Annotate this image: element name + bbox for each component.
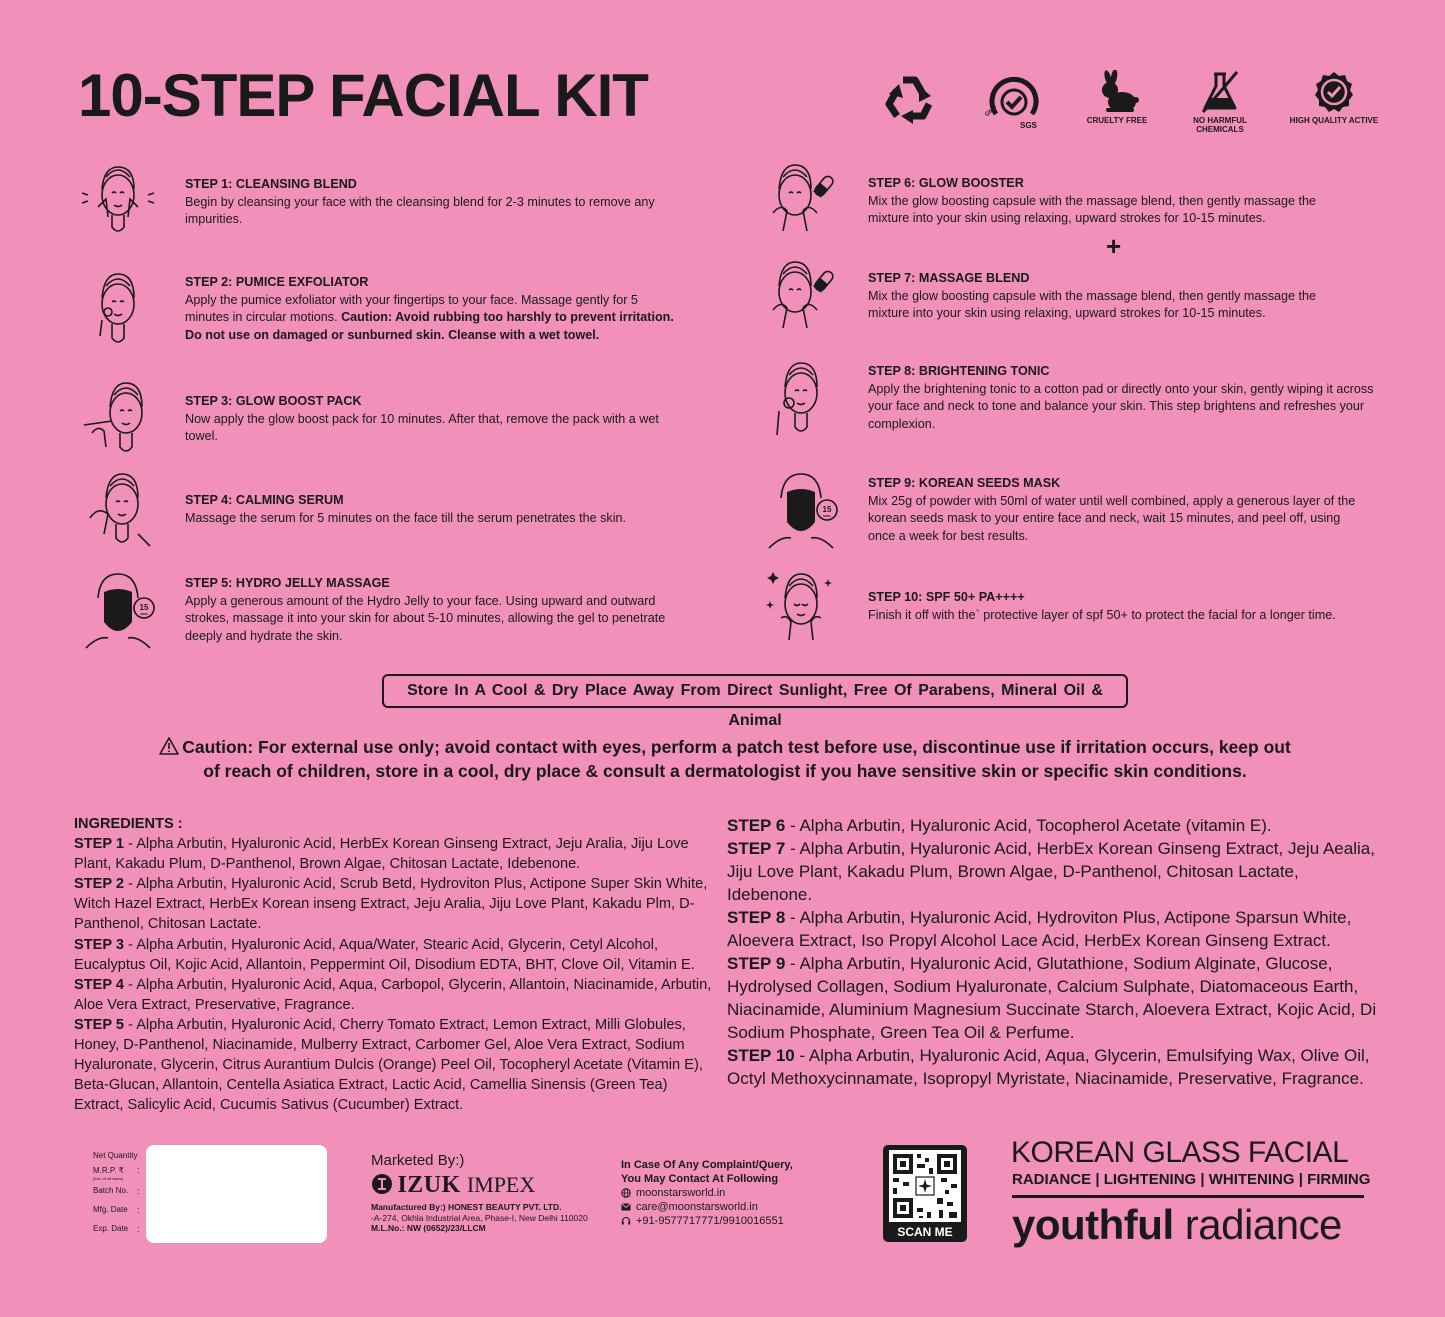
ingredient-item: STEP 2 - Alpha Arbutin, Hyaluronic Acid, Scrub Betd, Hydroviton Plus, Actipone Super Skin White, Witch Hazel Extract, HerbEx Korean inseng Extract, Jeju Aralia, Jiju Love Plant, Kakadu Plm, D-Panthenol, Chitosan Lactate. xyxy=(74,876,708,933)
net-quantity-label: Net Quantity xyxy=(93,1151,138,1160)
step-text: Mix the glow boosting capsule with the massage blend, then gently massage the mixture into your skin using relaxing, upward strokes for 10-15 minutes. xyxy=(868,288,1317,320)
tagline-light: radiance xyxy=(1184,1201,1342,1248)
headset-icon xyxy=(621,1216,631,1226)
face-mask-timer-icon xyxy=(78,568,158,658)
complaint-subheading: You May Contact At Following xyxy=(621,1173,779,1185)
face-brush-pack-icon xyxy=(78,375,158,465)
print-details-box xyxy=(146,1145,327,1243)
mfg-date-label: Mfg. Date xyxy=(93,1205,128,1214)
manufacturer-info xyxy=(371,1202,588,1234)
face-tonic-icon xyxy=(761,355,841,445)
exp-date-label: Exp. Date xyxy=(93,1224,129,1233)
ingredient-item: STEP 3 - Alpha Arbutin, Hyaluronic Acid, Aqua/Water, Stearic Acid, Glycerin, Cetyl Alcohol, Eucalyptus Oil, Kojic Acid, Allantoin, Peppermint Oil, Disodium EDTA, BHT, Clove Oil, Vitamin E. xyxy=(74,936,695,973)
step-text: Apply the pumice exfoliator with your fingertips to your face. Massage gently for 5 minutes in circular motions. xyxy=(185,292,638,324)
step-text: Mix 25g of powder with 50ml of water until well combined, apply a generous layer of the korean seeds mask to your entire face and neck, wait 15 minutes, and peel off, using once a week for best results. xyxy=(868,493,1356,543)
ingredient-item: STEP 4 - Alpha Arbutin, Hyaluronic Acid, Aqua, Carbopol, Glycerin, Allantoin, Niacinamide, Arbutin, Aloe Vera Extract, Preservative, Fragrance. xyxy=(74,976,712,1013)
cruelty-free-badge xyxy=(1072,70,1162,125)
ingredient-item: STEP 7 - Alpha Arbutin, Hyaluronic Acid, HerbEx Korean Ginseng Extract, Jeju Aealia, Jiju Love Plant, Kakadu Plum, Brown Algae, D-Panthenol, Chitosan Lactate, Idebenone. xyxy=(727,839,1375,904)
step-title: STEP 3: GLOW BOOST PACK xyxy=(185,394,362,408)
caution-text: Caution: For external use only; avoid contact with eyes, perform a patch test before use, discontinue use if irritation occurs, keep out of reach of children, store in a cool, dry place & consult a dermatologist if you have sensitive skin or specific skin conditions. xyxy=(182,737,1291,781)
qr-code[interactable] xyxy=(883,1145,967,1242)
email-link[interactable]: care@moonstarsworld.in xyxy=(636,1201,758,1213)
step-title: STEP 4: CALMING SERUM xyxy=(185,493,344,507)
colon: : xyxy=(137,1186,140,1196)
website-contact[interactable] xyxy=(621,1186,793,1200)
svg-text:MINS: MINS xyxy=(140,612,148,616)
page-title: 10-STEP FACIAL KIT xyxy=(78,62,648,129)
ingredient-item: STEP 1 - Alpha Arbutin, Hyaluronic Acid, HerbEx Korean Ginseng Extract, Jeju Aralia, Jiju Love Plant, Kakadu Plum, D-Panthenol, Brown Algae, Chitosan Lactate, Idebenone. xyxy=(74,836,689,873)
rabbit-icon xyxy=(1092,70,1142,114)
face-serum-icon xyxy=(78,466,158,556)
step-caution: Caution: Avoid rubbing too harshly to prevent irritation. Do not use on damaged or sunburned skin. Cleanse with a wet towel. xyxy=(185,310,674,342)
brand-suffix: IMPEX xyxy=(466,1172,536,1197)
tagline-bold: youthful xyxy=(1012,1201,1174,1248)
step-title: STEP 10: SPF 50+ PA++++ xyxy=(868,590,1025,604)
gmp-sgs-badge xyxy=(969,70,1059,136)
step-title: STEP 5: HYDRO JELLY MASSAGE xyxy=(185,576,390,590)
svg-text:MINS: MINS xyxy=(823,514,831,518)
step-text: Apply the brightening tonic to a cotton pad or directly onto your skin, gently wiping it across your face and neck to tone and balance your skin. This step brightens and refreshes your complexion. xyxy=(868,381,1374,431)
plus-sign: + xyxy=(1106,231,1122,261)
no-harmful-chemicals-badge xyxy=(1175,70,1265,134)
complaint-heading: In Case Of Any Complaint/Query, xyxy=(621,1159,793,1171)
ingredients-heading: INGREDIENTS : xyxy=(74,816,183,832)
flask-crossed-icon xyxy=(1197,70,1243,114)
website-link[interactable]: moonstarsworld.in xyxy=(636,1187,726,1199)
product-benefits: RADIANCE | LIGHTENING | WHITENING | FIRMING xyxy=(1012,1171,1371,1188)
face-exfoliate-icon xyxy=(78,266,158,356)
high-quality-active-badge xyxy=(1289,70,1379,125)
face-spf-icon xyxy=(761,564,841,654)
ingredient-item: STEP 8 - Alpha Arbutin, Hyaluronic Acid, Hydroviton Plus, Actipone Sparsun White, Aloevera Extract, Iso Propyl Alcohol Lace Acid, HerbEx Korean Ginseng Extract. xyxy=(727,908,1352,950)
recycle-badge xyxy=(864,70,954,136)
badge-label: HIGH QUALITY ACTIVE xyxy=(1289,116,1379,125)
batch-label: Batch No. xyxy=(93,1186,129,1195)
face-massage-icon xyxy=(761,252,841,342)
qr-code-icon xyxy=(889,1150,961,1222)
ingredients-left xyxy=(74,814,719,1115)
step-text: Now apply the glow boost pack for 10 minutes. After that, remove the pack with a wet towel. xyxy=(185,411,659,443)
email-contact[interactable] xyxy=(621,1200,793,1214)
step-text: Massage the serum for 5 minutes on the face till the serum penetrates the skin. xyxy=(185,510,627,525)
marketed-by-label: Marketed By:) xyxy=(371,1152,465,1169)
step-title: STEP 9: KOREAN SEEDS MASK xyxy=(868,476,1061,490)
step-title: STEP 1: CLEANSING BLEND xyxy=(185,177,357,191)
phone-number[interactable]: +91-9577717771/9910016551 xyxy=(636,1215,784,1227)
brand-logo xyxy=(371,1172,535,1200)
ingredient-item: STEP 5 - Alpha Arbutin, Hyaluronic Acid, Cherry Tomato Extract, Lemon Extract, Milli Globules, Honey, D-Panthenol, Niacinamide, Mulberry Extract, Carbomer Gel, Aloe Vera Extract, Sodium Hyaluronate, Glycerin, Citrus Aurantium Dulcis (Orange) Peel Oil, Tocopheryl Acetate (Vitamin E), Beta-Glucan, Allantoin, Centella Asiatica Extract, Lactic Acid, Camellia Sinensis (Green Tea) Extract, Salicylic Acid, Cucumis Sativus (Cucumber) Extract. xyxy=(74,1016,703,1114)
step-text: Mix the glow boosting capsule with the massage blend, then gently massage the mixture into your skin using relaxing, upward strokes for 10-15 minutes. xyxy=(868,193,1317,225)
scan-me-label: SCAN ME xyxy=(897,1225,953,1239)
mrp-note: (Incl. of all taxes) xyxy=(93,1176,124,1181)
step-title: STEP 7: MASSAGE BLEND xyxy=(868,271,1030,285)
manufacturer-address: -A-274, Okhla Industrial Area, Phase-I, New Delhi 110020 xyxy=(371,1212,588,1223)
warning-icon xyxy=(159,737,179,755)
face-capsule-icon xyxy=(761,155,841,245)
badge-label: NO HARMFUL CHEMICALS xyxy=(1193,116,1247,134)
ingredient-item: STEP 10 - Alpha Arbutin, Hyaluronic Acid, Aqua, Glycerin, Emulsifying Wax, Olive Oil, Octyl Methoxycinnamate, Isopropyl Myristate, Niacinamide, Preservative, Fragrance. xyxy=(727,1046,1370,1088)
gmp-check-icon xyxy=(982,70,1046,134)
brand-emblem-icon xyxy=(371,1172,393,1196)
recycle-icon xyxy=(879,70,939,134)
step-title: STEP 6: GLOW BOOSTER xyxy=(868,176,1024,190)
tagline xyxy=(1012,1200,1342,1250)
ingredient-item: STEP 9 - Alpha Arbutin, Hyaluronic Acid, Glutathione, Sodium Alginate, Glucose, Hydrolysed Collagen, Sodium Hyaluronate, Calcium Sulphate, Diatomaceous Earth, Niacinamide, Aluminium Magnesium Succinate Starch, Aloevera Extract, Kojic Acid, Di Sodium Phosphate, Green Tea Oil & Perfume. xyxy=(727,954,1377,1042)
product-name: KOREAN GLASS FACIAL xyxy=(1011,1136,1349,1169)
svg-text:15: 15 xyxy=(822,505,832,514)
mail-icon xyxy=(621,1203,631,1211)
caution-notice xyxy=(150,735,1300,783)
face-seeds-mask-icon xyxy=(761,468,841,558)
storage-notice: Store In A Cool & Dry Place Away From Direct Sunlight, Free Of Parabens, Mineral Oil & Animal xyxy=(382,674,1128,708)
face-washing-icon xyxy=(78,155,158,245)
brand-name: IZUK xyxy=(397,1172,461,1198)
svg-text:GMP: GMP xyxy=(984,104,999,119)
svg-text:SGS: SGS xyxy=(1020,121,1037,130)
step-text: Begin by cleansing your face with the cleansing blend for 2-3 minutes to remove any impurities. xyxy=(185,194,655,226)
ingredients-right xyxy=(727,814,1377,1090)
complaint-contacts xyxy=(621,1158,793,1228)
quality-seal-icon xyxy=(1312,70,1356,114)
mrp-label: M.R.P. ₹ xyxy=(93,1166,124,1175)
colon: : xyxy=(137,1165,140,1175)
phone-contact[interactable] xyxy=(621,1214,793,1228)
svg-text:GOOD MANUFACTURING PRACTICE: GOOD MANUFACTURING PRACT xyxy=(988,75,1041,104)
manufactured-by: Manufactured By:) HONEST BEAUTY PVT. LTD. xyxy=(371,1202,562,1212)
ingredient-item: STEP 6 - Alpha Arbutin, Hyaluronic Acid, Tocopherol Acetate (vitamin E). xyxy=(727,816,1272,835)
divider xyxy=(1012,1195,1364,1198)
svg-text:15: 15 xyxy=(139,603,149,612)
step-text: Apply a generous amount of the Hydro Jelly to your face. Using upward and outward strokes, massage it into your skin for about 5-10 minutes, allowing the gel to penetrate deeply and hydrate the skin. xyxy=(185,593,666,643)
badge-label: CRUELTY FREE xyxy=(1086,116,1148,125)
step-text: Finish it off with the` protective layer of spf 50+ to protect the facial for a longer time. xyxy=(868,607,1336,622)
license-number: M.L.No.: NW (0652)/23/LLCM xyxy=(371,1223,486,1233)
step-title: STEP 2: PUMICE EXFOLIATOR xyxy=(185,275,369,289)
step-title: STEP 8: BRIGHTENING TONIC xyxy=(868,364,1050,378)
globe-icon xyxy=(621,1188,631,1198)
colon: : xyxy=(137,1205,140,1215)
colon: : xyxy=(137,1224,140,1234)
